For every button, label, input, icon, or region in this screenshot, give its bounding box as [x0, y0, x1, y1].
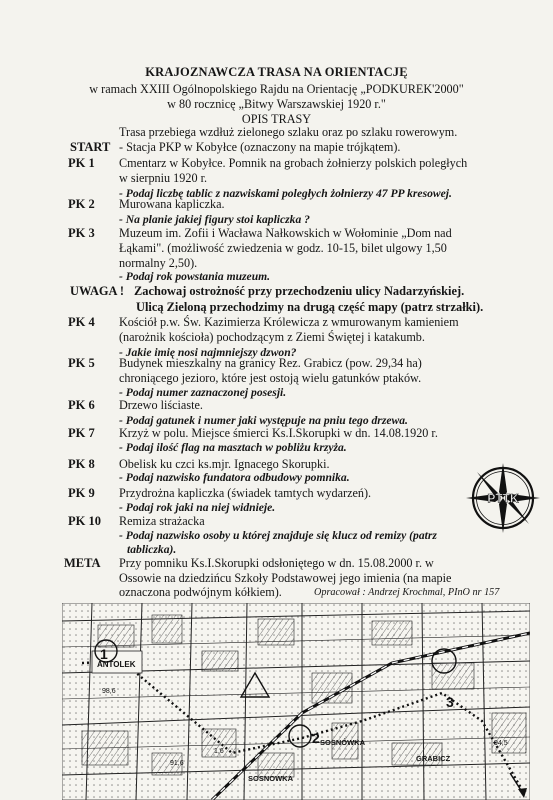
pk9-task: - Podaj rok jaki na niej widnieje.: [119, 501, 276, 514]
subtitle-anniversary: w 80 rocznicę „Bitwy Warszawskiej 1920 r.": [167, 97, 386, 111]
pk9-label: PK 9: [68, 486, 95, 500]
map-label-sosnowka: SOSNOWKA: [248, 774, 293, 783]
pttk-compass-logo-icon: [466, 463, 540, 533]
pk4-task: - Jakie imię nosi najmniejszy dzwon?: [119, 346, 297, 359]
start-text: - Stacja PKP w Kobyłce (oznaczony na mapie trójkątem).: [119, 140, 401, 154]
pk3-label: PK 3: [68, 226, 95, 240]
subtitle-rally: w ramach XXIII Ogólnopolskiego Rajdu na Orientację „PODKUREK'2000": [89, 82, 464, 96]
pk4-line: Kościół p.w. Św. Kazimierza Królewicza z wmurowanym kamieniem: [119, 315, 459, 329]
pk10-label: PK 10: [68, 514, 101, 528]
route-map: [62, 603, 530, 800]
map-elevation: 91,6: [170, 760, 184, 767]
pk7-label: PK 7: [68, 426, 95, 440]
map-label-antolek: ANTOLEK: [97, 660, 136, 669]
pk2-label: PK 2: [68, 197, 95, 211]
map-elevation: 1,6: [214, 748, 224, 755]
pk7-task: - Podaj ilość flag na masztach w pobliżu krzyża.: [119, 441, 347, 454]
pk2-line: Murowana kapliczka.: [119, 197, 225, 211]
meta-line: Ossowie na dziedzińcu Szkoły Podstawowej jego imienia (na mapie: [119, 571, 452, 585]
pk1-line: w sierpniu 1920 r.: [119, 171, 208, 185]
pk8-line: Obelisk ku czci ks.mjr. Ignacego Skorupki.: [119, 457, 330, 471]
pk9-line: Przydrożna kapliczka (świadek tamtych wydarzeń).: [119, 486, 372, 500]
pk5-task: - Podaj numer zaznaczonej posesji.: [119, 386, 287, 399]
warning-label: UWAGA !: [70, 284, 125, 298]
pk10-line: Remiza strażacka: [119, 514, 205, 528]
pk6-task: - Podaj gatunek i numer jaki występuje na pniu tego drzewa.: [119, 414, 408, 427]
meta-label: META: [64, 556, 101, 570]
map-label-sosnowka: SOSNÓWKA: [320, 738, 365, 747]
pk5-label: PK 5: [68, 356, 95, 370]
warning-line: Zachowaj ostrożność przy przechodzeniu ulicy Nadarzyńskiej.: [134, 284, 465, 298]
pk1-task: - Podaj liczbę tablic z nazwiskami poległych żołnierzy 47 PP kresowej.: [119, 187, 452, 200]
pk5-line: Budynek mieszkalny na granicy Rez. Grabicz (pow. 29,34 ha): [119, 356, 422, 370]
pk4-line: (narożnik kościoła) pochodzącym z Ziemi Świętej i katakumb.: [119, 330, 425, 344]
pk6-line: Drzewo liściaste.: [119, 398, 203, 412]
pk5-line: chroniącego jezioro, które jest ostoją wielu gatunków ptaków.: [119, 371, 422, 385]
document-title: KRAJOZNAWCZA TRASA NA ORIENTACJĘ: [145, 65, 408, 79]
pk8-task: - Podaj nazwisko fundatora odbudowy pomnika.: [119, 471, 350, 484]
warning-line: Ulicą Zieloną przechodzimy na drugą część mapy (patrz strzałki).: [136, 300, 484, 314]
pk4-label: PK 4: [68, 315, 95, 329]
pk10-task: - Podaj nazwisko osoby u której znajduje się klucz od remizy (patrz: [119, 529, 437, 542]
pk1-line: Cmentarz w Kobyłce. Pomnik na grobach żołnierzy polskich poległych: [119, 156, 468, 170]
start-label: START: [70, 140, 111, 154]
meta-line: oznaczona podwójnym kółkiem).: [119, 585, 282, 599]
map-label-grabicz: GRABICZ: [416, 754, 451, 763]
map-checkpoint-number: 3: [446, 694, 454, 710]
pk1-label: PK 1: [68, 156, 95, 170]
pk6-label: PK 6: [68, 398, 95, 412]
meta-line: Przy pomniku Ks.I.Skorupki odsłoniętego w dn. 15.08.2000 r. w: [119, 556, 434, 570]
pk10-task: tabliczka).: [127, 543, 177, 556]
logo-text: PTTK: [487, 491, 519, 506]
pk3-line: normalny 2,50).: [119, 256, 198, 270]
pk8-label: PK 8: [68, 457, 95, 471]
author-credit: Opracował : Andrzej Krochmal, PInO nr 157: [314, 587, 500, 598]
section-heading: OPIS TRASY: [241, 112, 312, 126]
map-checkpoint-number: 1: [100, 646, 108, 662]
map-checkpoint-number: 2: [312, 730, 320, 746]
pk3-line: Muzeum im. Zofii i Wacława Nałkowskich w Wołominie „Dom nad: [119, 226, 452, 240]
pk3-line: Łąkami". (możliwość zwiedzenia w godz. 10-15, bilet ulgowy 1,50: [119, 241, 447, 255]
pk7-line: Krzyż w polu. Miejsce śmierci Ks.I.Skorupki w dn. 14.08.1920 r.: [119, 426, 438, 440]
map-elevation: 98,6: [102, 688, 116, 695]
pk3-task: - Podaj rok powstania muzeum.: [119, 270, 271, 283]
route-intro: Trasa przebiega wzdłuż zielonego szlaku oraz po szlaku rowerowym.: [119, 125, 458, 139]
pk2-task: - Na planie jakiej figury stoi kapliczka ?: [119, 213, 310, 226]
map-elevation: 94,5: [494, 740, 508, 747]
